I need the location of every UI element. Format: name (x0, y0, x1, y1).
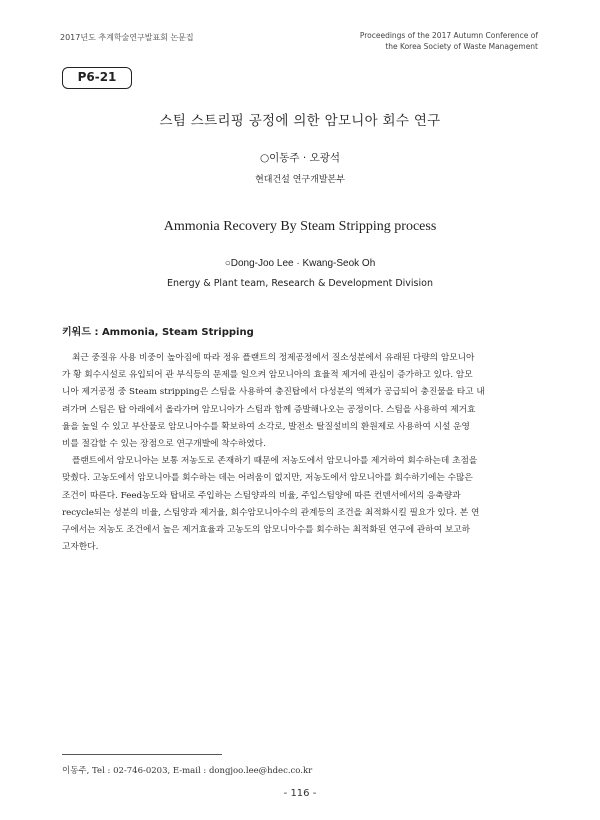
english-affiliation: Energy & Plant team, Research & Development Division (167, 278, 433, 289)
header-right-line2: the Korea Society of Waste Management (385, 42, 538, 51)
korean-authors: ○이동주 · 오광석 (259, 152, 341, 164)
body-line: 최근 중질유 사용 비중이 높아짐에 따라 정유 플랜트의 정제공정에서 질소성분에서 유래된 다량의 암모니아 (72, 353, 475, 363)
body-line: 플랜트에서 암모니아는 보통 저농도로 존재하기 때문에 저농도에서 암모니아를 제거하여 회수하는데 초점을 (72, 456, 478, 467)
body-line: 맞췄다. 고농도에서 암모니아를 회수하는 데는 어려움이 없지만, 저농도에서 암모니아를 회수하기에는 수많은 (62, 473, 473, 484)
header-right (308, 30, 538, 52)
english-authors: ○Dong-Joo Lee · Kwang-Seok Oh (224, 258, 376, 269)
body-line: recycle되는 성분의 비율, 스팀양과 제거율, 회수암모니아수의 관계등의 조건을 최적화시킬 필요가 있다. 본 연 (62, 507, 480, 518)
abstract-body (62, 350, 540, 556)
page-number: - 116 - (283, 788, 317, 799)
body-line: 율을 높일 수 있고 부산물로 암모니아수를 확보하여 소각로, 발전소 탈질설비의 환원제로 사용하여 시설 운영 (62, 421, 470, 432)
body-line: 구에서는 저농도 조건에서 높은 제거효율과 고농도의 암모니아수를 회수하는 최적화된 연구에 관하여 보고하 (62, 525, 471, 536)
keywords: 키워드 : Ammonia, Steam Stripping (62, 327, 254, 338)
body-line: 려가며 스팀은 탑 아래에서 올라가며 암모니아가 스팀과 함께 증발해나오는 공정이다. 스팀을 사용하여 제거효 (62, 404, 476, 415)
english-title: Ammonia Recovery By Steam Stripping process (163, 219, 437, 234)
paper-id-badge: P6-21 (62, 67, 132, 89)
body-line: 가 황 회수시설로 유입되어 관 부식등의 문제를 일으켜 암모니아의 효율적 제거에 관심이 증가하고 있다. 암모 (62, 370, 473, 381)
korean-affiliation: 현대건설 연구개발본부 (255, 175, 345, 185)
header-right-line1: Proceedings of the 2017 Autumn Conference of (359, 31, 538, 40)
body-line: 고자한다. (62, 542, 99, 553)
body-line: 조건이 따른다. Feed농도와 탑내로 주입하는 스팀양과의 비율, 주입스팀양에 따른 컨덴서에서의 응축량과 (62, 490, 461, 501)
footnote: 이동주, Tel : 02-746-0203, E-mail : dongjoo.lee@hdec.co.kr (62, 766, 313, 776)
header-left: 2017년도 추계학술연구발표회 논문집 (60, 33, 194, 42)
footnote-divider (62, 754, 222, 755)
korean-title: 스팀 스트리핑 공정에 의한 암모니아 회수 연구 (159, 113, 441, 129)
body-line: 비를 절감할 수 있는 장점으로 연구개발에 착수하였다. (62, 439, 266, 450)
body-line: 니아 제거공정 중 Steam stripping은 스팀을 사용하여 충진탑에서 다성분의 액체가 공급되어 충진물을 타고 내 (62, 387, 485, 398)
